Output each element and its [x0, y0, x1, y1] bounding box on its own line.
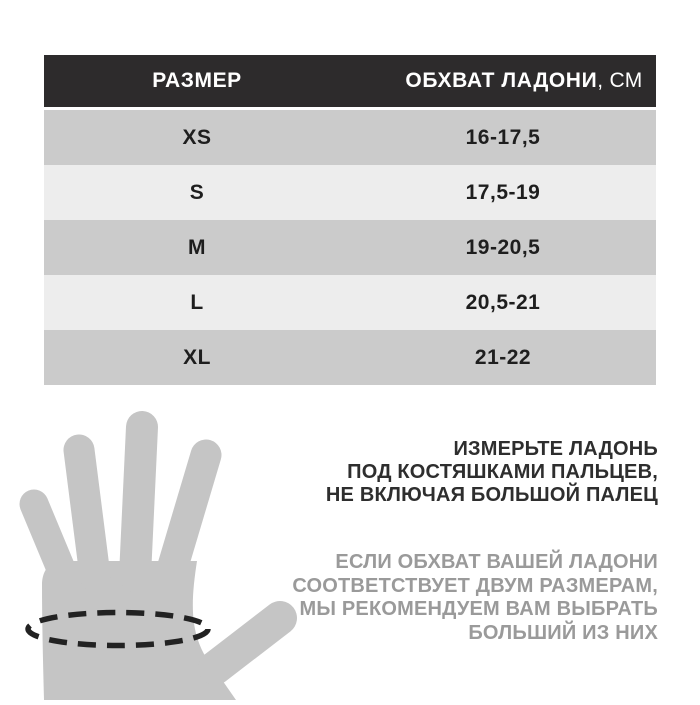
table-row-s	[44, 165, 656, 220]
range-value: 21-22	[474, 345, 532, 369]
size-value: M	[188, 235, 206, 259]
header-size-column-label: РАЗМЕР	[152, 69, 242, 92]
table-row-xl	[44, 330, 656, 385]
size-value: L	[190, 290, 204, 314]
size-recommendation-note	[292, 551, 658, 645]
hand-silhouette-svg	[0, 400, 310, 700]
measure-instruction-line: НЕ ВКЛЮЧАЯ БОЛЬШОЙ ПАЛЕЦ	[325, 484, 658, 506]
size-table-header-row	[44, 55, 656, 107]
size-recommendation-line: ЕСЛИ ОБХВАТ ВАШЕЙ ЛАДОНИ	[335, 551, 658, 573]
size-table	[44, 55, 656, 385]
hand-illustration	[0, 400, 310, 700]
header-circumference-column-label	[350, 69, 656, 93]
table-row-m	[44, 220, 656, 275]
size-value: XL	[183, 345, 211, 369]
table-row-l	[44, 275, 656, 330]
size-value: S	[189, 180, 205, 204]
range-value: 20,5-21	[465, 290, 541, 314]
size-recommendation-line: БОЛЬШИЙ ИЗ НИХ	[468, 621, 658, 644]
range-value: 16-17,5	[465, 125, 541, 149]
header-circumference-main: ОБХВАТ ЛАДОНИ	[405, 69, 598, 92]
size-value: XS	[182, 125, 212, 149]
size-recommendation-line: СООТВЕТСТВУЕТ ДВУМ РАЗМЕРАМ,	[292, 574, 658, 597]
table-row-xs	[44, 110, 656, 165]
range-value: 19-20,5	[465, 235, 541, 259]
measure-instruction-note	[326, 438, 658, 507]
measure-instruction-line: ИЗМЕРЬТЕ ЛАДОНЬ	[453, 438, 658, 460]
measure-instruction-line: ПОД КОСТЯШКАМИ ПАЛЬЦЕВ,	[347, 461, 658, 483]
size-recommendation-line: МЫ РЕКОМЕНДУЕМ ВАМ ВЫБРАТЬ	[299, 598, 658, 620]
range-value: 17,5-19	[465, 180, 541, 204]
header-circumference-unit: , СМ	[597, 69, 643, 92]
hand-silhouette	[34, 427, 280, 700]
